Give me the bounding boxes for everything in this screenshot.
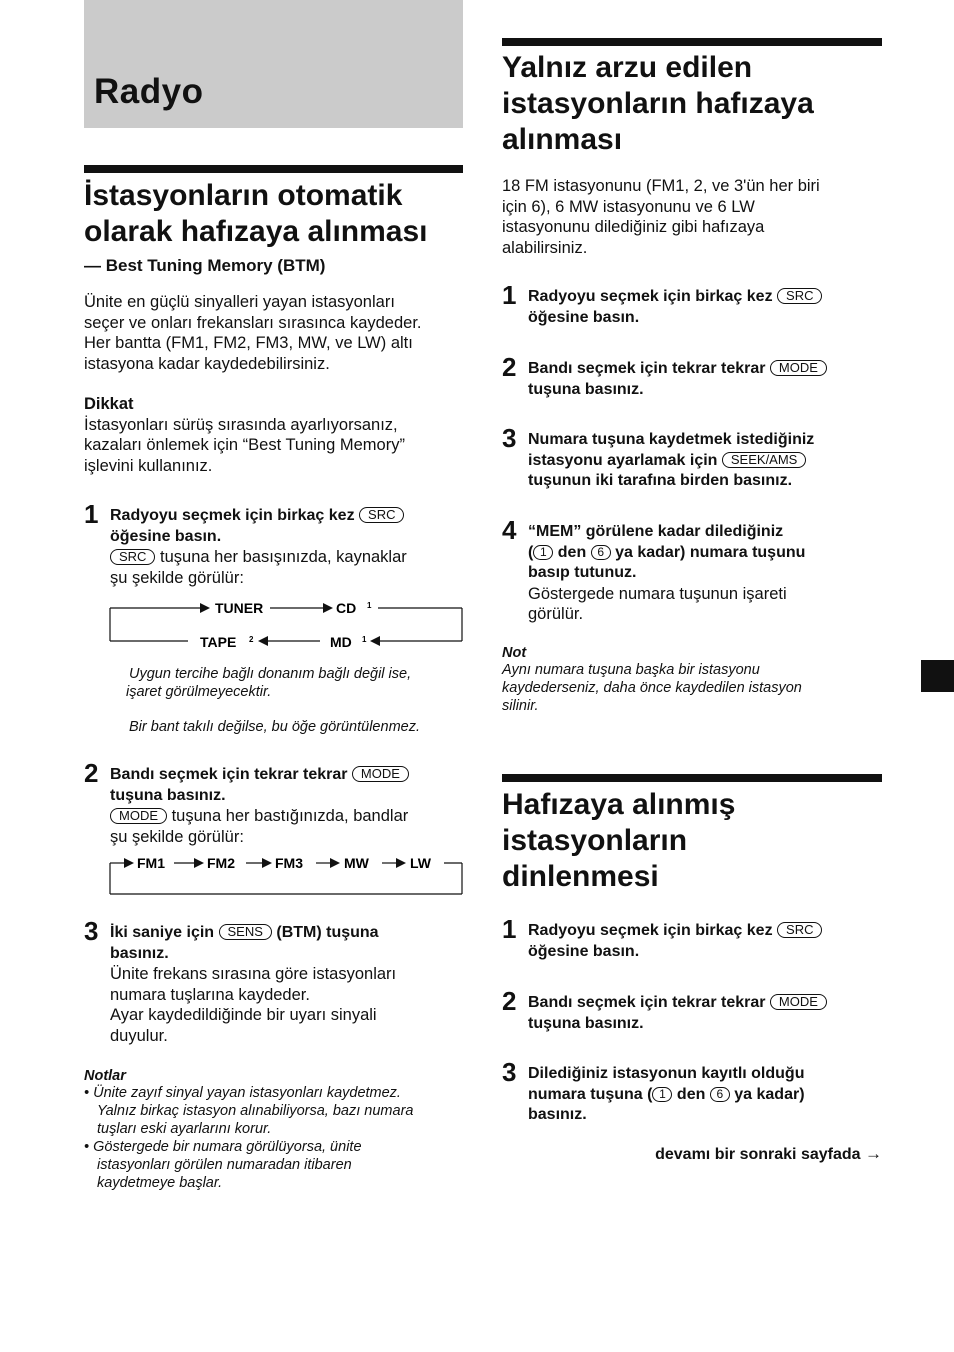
source-cycle-diagram <box>108 596 466 652</box>
section-banner <box>84 0 463 128</box>
mode-key-icon: MODE <box>352 766 409 782</box>
not-block <box>502 645 882 715</box>
text-line: 18 FM istasyonunu (FM1, 2, ve 3'ün her biri <box>502 177 820 195</box>
listen-step-2 <box>528 993 888 1034</box>
store-step-1 <box>528 287 888 328</box>
step-text: tuşuna basınız. <box>528 380 644 398</box>
section1-subtitle: — Best Tuning Memory (BTM) <box>84 256 326 275</box>
text-line: Ünite frekans sırasına göre istasyonları <box>110 965 397 983</box>
store-step-4 <box>528 522 888 625</box>
note-heading: Not <box>502 645 527 661</box>
step-number: 3 <box>502 423 517 453</box>
text-line: Her bantta (FM1, FM2, FM3, MW, ve LW) altı <box>84 334 413 352</box>
mode-key-icon: MODE <box>110 808 167 824</box>
text-line: İstasyonları sürüş sırasında ayarlıyorsanız, <box>84 415 398 434</box>
preset-6-key-icon: 6 <box>591 545 611 560</box>
notes-block <box>84 1068 464 1192</box>
page-title: Radyo <box>94 72 204 111</box>
note-line: • Göstergede bir numara görülüyorsa, ünite <box>84 1139 362 1155</box>
step-number: 2 <box>84 758 99 788</box>
heading-line: dinlenmesi <box>502 860 659 893</box>
step-number: 2 <box>502 986 517 1016</box>
note-line: • Ünite zayıf sinyal yayan istasyonları kaydetmez. <box>84 1085 401 1101</box>
note-line: Aynı numara tuşuna başka bir istasyonu <box>502 662 760 678</box>
step-text: tuşuna basınız. <box>110 786 226 804</box>
caution-heading: Dikkat <box>84 395 134 413</box>
page-edge-tab <box>921 660 954 692</box>
text-line: duyulur. <box>110 1026 168 1045</box>
step-text: istasyonu ayarlamak için <box>528 451 718 469</box>
mode-key-icon: MODE <box>770 360 827 376</box>
listen-step-3 <box>528 1064 888 1126</box>
step-text: ya kadar) <box>729 1085 805 1103</box>
store-step-2 <box>528 359 888 400</box>
fm3-label: FM3 <box>275 855 303 871</box>
footnote-1 <box>126 665 466 701</box>
step-text: şu şekilde görülür: <box>110 568 244 587</box>
section2-intro <box>502 176 882 258</box>
section3-heading <box>502 787 902 895</box>
step-text: tuşuna basınız. <box>528 1014 644 1032</box>
heading-line: İstasyonların otomatik <box>84 179 403 212</box>
src-key-icon: SRC <box>110 549 155 565</box>
tape-footnote-mark: 2 <box>249 635 254 644</box>
step-text: Dilediğiniz istasyonun kayıtlı olduğu <box>528 1065 805 1082</box>
step-text: “MEM” görülene kadar dilediğiniz <box>528 523 784 540</box>
step-text: öğesine basın. <box>110 527 222 545</box>
step-text: Bandı seçmek için tekrar tekrar <box>110 766 348 783</box>
text-line: istasyona kadar kaydedebilirsiniz. <box>84 354 330 373</box>
step-text: tuşuna her basışınızda, kaynaklar <box>155 548 407 566</box>
text-line: için 6), 6 MW istasyonunu ve 6 LW <box>502 197 755 216</box>
band-cycle-diagram <box>108 850 466 898</box>
step-text: basınız. <box>110 944 169 962</box>
mode-key-icon: MODE <box>770 994 827 1010</box>
text-line: işaret görülmeyecektir. <box>126 684 272 700</box>
md-label: MD <box>330 634 352 650</box>
step-number: 4 <box>502 515 517 545</box>
preset-6-key-icon: 6 <box>710 1087 730 1102</box>
listen-step-1 <box>528 921 888 962</box>
step-text: Bandı seçmek için tekrar tekrar <box>528 360 766 377</box>
heading-line: istasyonların <box>502 824 688 857</box>
heading-line: istasyonların hafızaya <box>502 87 814 120</box>
heading-line: Hafızaya alınmış <box>502 788 736 821</box>
step-2 <box>110 765 470 847</box>
mw-label: MW <box>344 855 369 871</box>
preset-1-key-icon: 1 <box>533 545 553 560</box>
section-rule <box>502 38 882 46</box>
text-line: kazaları önlemek için “Best Tuning Memory” <box>84 436 405 454</box>
notes-heading: Notlar <box>84 1068 126 1084</box>
preset-1-key-icon: 1 <box>652 1087 672 1102</box>
section1-heading <box>84 178 484 250</box>
step-number: 2 <box>502 352 517 382</box>
fm1-label: FM1 <box>137 855 165 871</box>
step-text: Bandı seçmek için tekrar tekrar <box>528 994 766 1011</box>
step-text: basıp tutunuz. <box>528 564 637 581</box>
src-key-icon: SRC <box>777 288 822 304</box>
note-line: silinir. <box>502 698 539 714</box>
seek-ams-key-icon: SEEK/AMS <box>722 452 806 468</box>
section-rule <box>84 165 463 173</box>
text-line: seçer ve onları frekansları sırasınca kaydeder. <box>84 313 422 332</box>
step-1 <box>110 506 470 588</box>
arrow-right-icon: → <box>865 1144 882 1163</box>
caution-block <box>84 394 464 476</box>
heading-line: Yalnız arzu edilen <box>502 51 753 84</box>
step-number: 1 <box>502 280 517 310</box>
text-line: görülür. <box>528 605 584 623</box>
step-text: Radyoyu seçmek için birkaç kez <box>528 288 773 305</box>
text-line: Ünite en güçlü sinyalleri yayan istasyonları <box>84 293 395 311</box>
text-line: Ayar kaydedildiğinde bir uyarı sinyali <box>110 1006 377 1024</box>
text-line: alabilirsiniz. <box>502 238 588 257</box>
step-3 <box>110 923 470 1046</box>
text-line: istasyonunu dilediğiniz gibi hafızaya <box>502 218 765 236</box>
tuner-label: TUNER <box>215 600 264 616</box>
fm2-label: FM2 <box>207 855 235 871</box>
continued-notice <box>560 1144 882 1166</box>
step-number: 3 <box>84 916 99 946</box>
step-text: tuşunun iki tarafına birden basınız. <box>528 472 793 489</box>
section2-heading <box>502 50 902 158</box>
text-line: işlevini kullanınız. <box>84 456 213 475</box>
footnote-2: Bir bant takılı değilse, bu öğe görüntülenmez. <box>129 719 420 735</box>
step-number: 1 <box>502 914 517 944</box>
step-text: ya kadar) numara tuşunu <box>610 543 806 561</box>
note-line: kaydetmeye başlar. <box>97 1175 223 1191</box>
step-text: numara tuşuna ( <box>528 1085 653 1103</box>
text-line: Uygun tercihe bağlı donanım bağlı değil ise, <box>129 666 412 682</box>
src-key-icon: SRC <box>777 922 822 938</box>
text-line: numara tuşlarına kaydeder. <box>110 985 310 1004</box>
store-step-3 <box>528 430 888 492</box>
intro-paragraph <box>84 292 464 374</box>
step-number: 3 <box>502 1057 517 1087</box>
sens-key-icon: SENS <box>219 924 272 940</box>
heading-line: olarak hafızaya alınması <box>84 215 428 248</box>
step-text: basınız. <box>528 1106 587 1123</box>
note-line: tuşları eski ayarlarını korur. <box>97 1121 272 1137</box>
step-text: Radyoyu seçmek için birkaç kez <box>110 507 355 524</box>
note-line: kaydederseniz, daha önce kaydedilen istasyon <box>502 680 802 696</box>
step-text: (BTM) tuşuna <box>276 924 379 941</box>
step-text: den <box>553 543 591 561</box>
lw-label: LW <box>410 855 431 871</box>
step-text: şu şekilde görülür: <box>110 827 244 846</box>
step-text: den <box>672 1085 710 1103</box>
tape-label: TAPE <box>200 634 237 650</box>
text-line: Göstergede numara tuşunun işareti <box>528 584 787 603</box>
section-rule <box>502 774 882 782</box>
step-text: öğesine basın. <box>528 308 640 326</box>
note-line: Yalnız birkaç istasyon alınabiliyorsa, bazı numara <box>97 1103 414 1119</box>
step-text: Numara tuşuna kaydetmek istediğiniz <box>528 431 815 448</box>
note-line: istasyonları görülen numaradan itibaren <box>97 1157 352 1173</box>
heading-line: alınması <box>502 123 623 156</box>
step-number: 1 <box>84 499 99 529</box>
step-text: ( <box>528 543 534 561</box>
src-key-icon: SRC <box>359 507 404 523</box>
cd-footnote-mark: 1 <box>367 601 372 610</box>
continued-text: devamı bir sonraki sayfada <box>655 1146 861 1163</box>
step-text: tuşuna her bastığınızda, bandlar <box>167 807 409 825</box>
step-text: Radyoyu seçmek için birkaç kez <box>528 922 773 939</box>
cd-label: CD <box>336 600 357 616</box>
step-text: İki saniye için <box>110 924 215 941</box>
md-footnote-mark: 1 <box>362 635 367 644</box>
step-text: öğesine basın. <box>528 942 640 960</box>
